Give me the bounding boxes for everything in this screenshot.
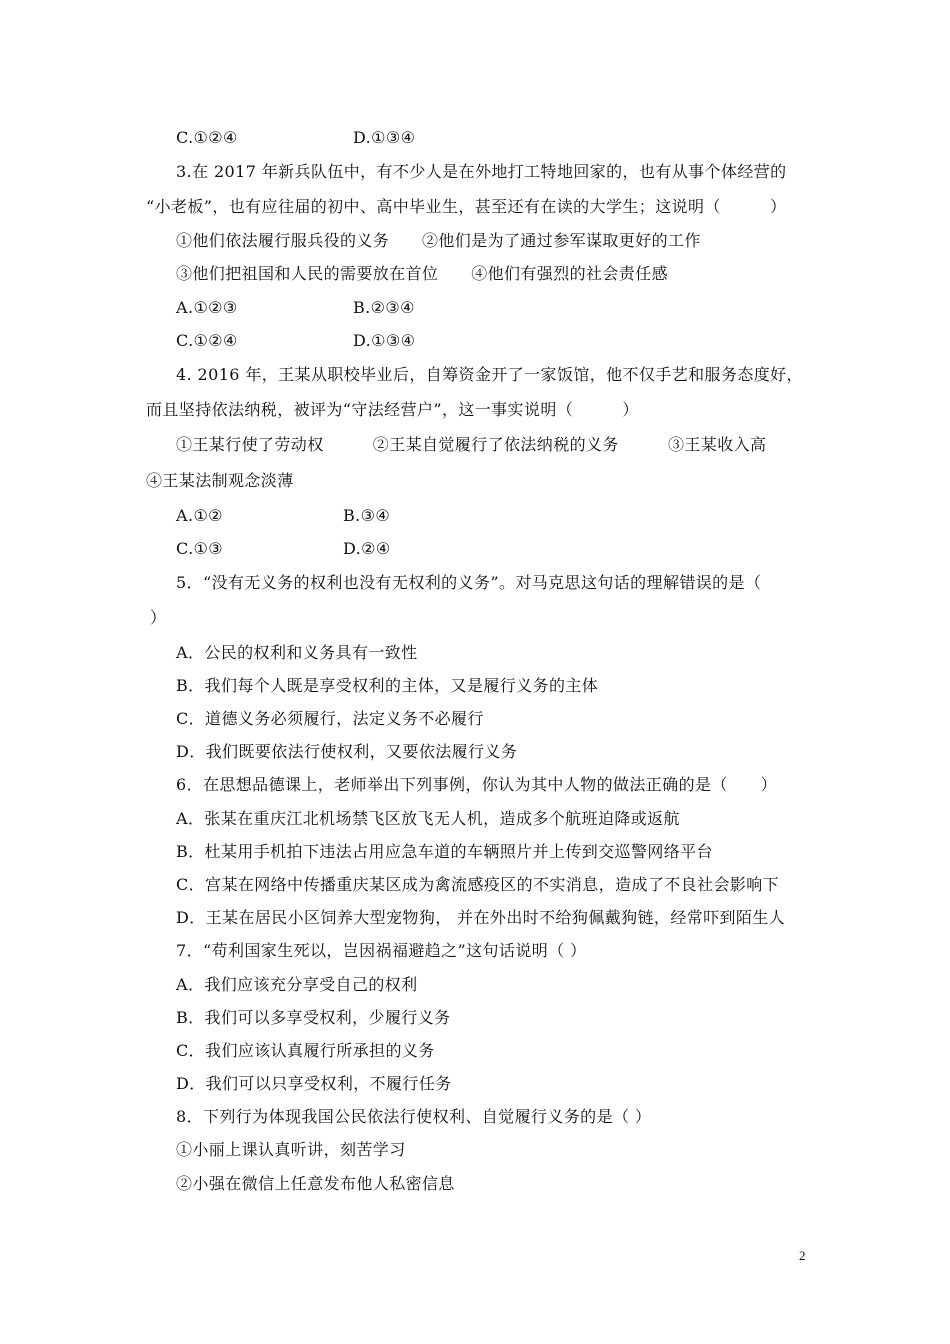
q8-statement-2: ②小强在微信上任意发布他人私密信息	[176, 1174, 455, 1193]
q6-option-a: A．张某在重庆江北机场禁飞区放飞无人机，造成多个航班迫降或返航	[176, 809, 680, 828]
q5-option-b: B．我们每个人既是享受权利的主体，又是履行义务的主体	[176, 676, 599, 695]
q4-option-b: B.③④	[343, 506, 391, 525]
q8-statement-1: ①小丽上课认真听讲，刻苦学习	[176, 1140, 406, 1159]
q4-option-c: C.①③	[176, 539, 224, 558]
q3-options-cd	[176, 331, 416, 351]
q5-stem-line2: ）	[150, 608, 167, 627]
q7-option-a: A．我们应该充分享受自己的权利	[176, 975, 418, 994]
q7-option-b: B．我们可以多享受权利，少履行义务	[176, 1008, 451, 1027]
q4-options-ab	[176, 506, 391, 526]
q6-option-c: C．宫某在网络中传播重庆某区成为禽流感疫区的不实消息，造成了不良社会影响下	[176, 875, 780, 894]
q8-stem: 8．下列行为体现我国公民依法行使权利、自觉履行义务的是（ ）	[176, 1107, 652, 1126]
q3-option-a: A.①②③	[176, 298, 238, 317]
q2-options-cd	[176, 128, 416, 148]
q3-statement-line1: ①他们依法履行服兵役的义务 ②他们是为了通过参军谋取更好的工作	[176, 231, 701, 250]
q3-stem-line2: “小老板”，也有应往届的初中、高中毕业生，甚至还有在读的大学生；这说明（ ）	[146, 197, 787, 216]
q3-stem-line1: 3.在 2017 年新兵队伍中，有不少人是在外地打工特地回家的，也有从事个体经营的	[176, 162, 787, 181]
q2-option-c: C.①②④	[176, 128, 238, 147]
q5-option-a: A．公民的权利和义务具有一致性	[176, 643, 418, 662]
q2-option-d: D.①③④	[353, 128, 416, 147]
q5-option-d: D．我们既要依法行使权利，又要依法履行义务	[176, 742, 518, 761]
q4-statement-line1: ①王某行使了劳动权 ②王某自觉履行了依法纳税的义务 ③王某收入高	[176, 435, 767, 454]
q3-option-b: B.②③④	[353, 298, 415, 317]
q6-option-b: B．杜某用手机拍下违法占用应急车道的车辆照片并上传到交巡警网络平台	[176, 842, 713, 861]
q4-option-d: D.②④	[343, 539, 391, 558]
q3-option-d: D.①③④	[353, 331, 416, 350]
q7-option-d: D．我们可以只享受权利，不履行任务	[176, 1074, 452, 1093]
q6-stem: 6．在思想品德课上，老师举出下列事例，你认为其中人物的做法正确的是（ ）	[176, 775, 777, 794]
q7-option-c: C．我们应该认真履行所承担的义务	[176, 1041, 435, 1060]
page-number: 2	[799, 1248, 806, 1263]
q4-options-cd	[176, 539, 391, 559]
q4-statement-line2: ④王某法制观念淡薄	[146, 471, 294, 490]
q3-options-ab	[176, 298, 415, 318]
q7-stem: 7．“苟利国家生死以，岂因祸福避趋之”这句话说明（ ）	[176, 941, 587, 960]
q5-option-c: C．道德义务必须履行，法定义务不必履行	[176, 709, 484, 728]
q4-stem-line2: 而且坚持依法纳税，被评为“守法经营户”，这一事实说明（ ）	[146, 400, 639, 419]
q4-stem-line1: 4. 2016 年，王某从职校毕业后，自筹资金开了一家饭馆，他不仅手艺和服务态度好，	[176, 365, 803, 384]
q6-option-d: D．王某在居民小区饲养大型宠物狗， 并在外出时不给狗佩戴狗链，经常吓到陌生人	[176, 908, 786, 927]
q3-statement-line2: ③他们把祖国和人民的需要放在首位 ④他们有强烈的社会责任感	[176, 264, 669, 283]
q4-option-a: A.①②	[176, 506, 223, 525]
q3-option-c: C.①②④	[176, 331, 238, 350]
q5-stem-line1: 5．“没有无义务的权利也没有无权利的义务”。对马克思这句话的理解错误的是（	[176, 573, 762, 592]
